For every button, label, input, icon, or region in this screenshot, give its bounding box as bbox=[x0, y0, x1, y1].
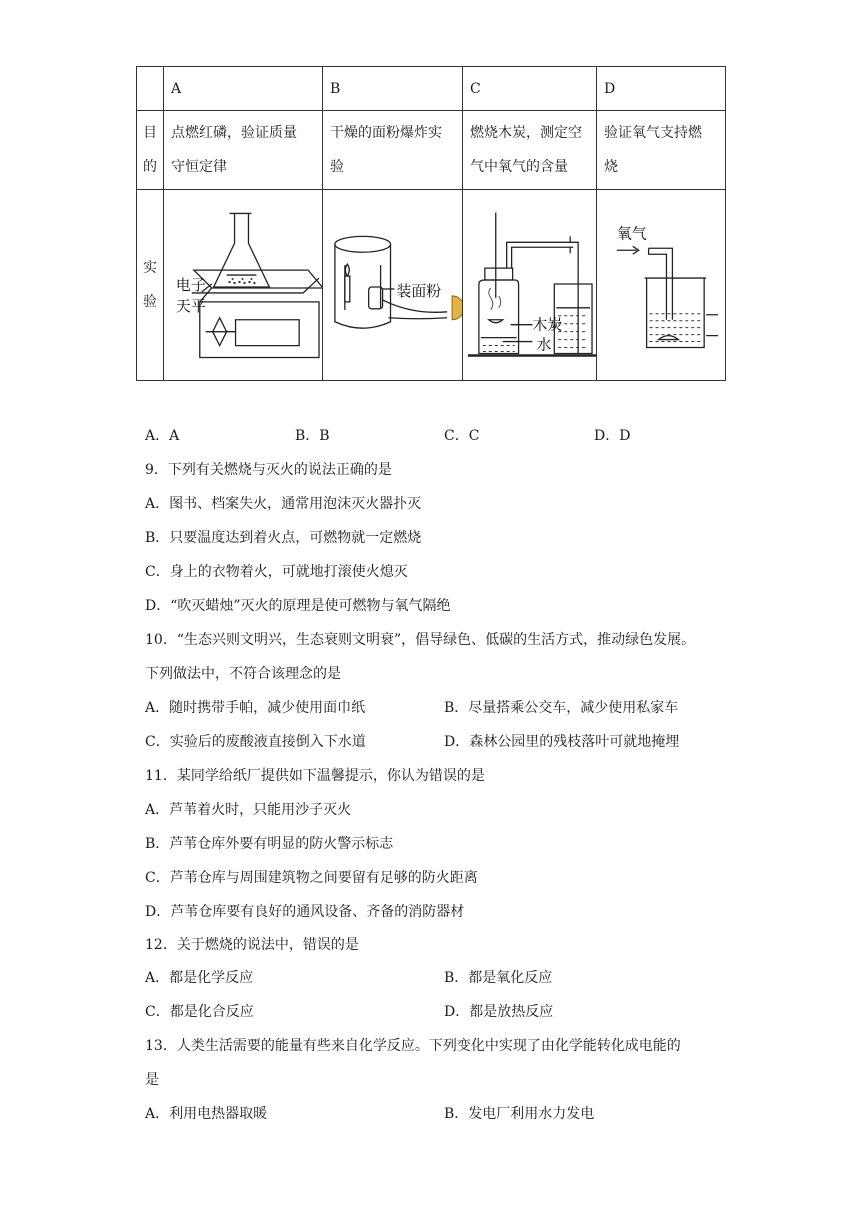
balance-flask-figure bbox=[164, 190, 322, 380]
figure-c-water-label: 水 bbox=[536, 335, 552, 354]
q10-stem-line1: 10．“生态兴则文明兴，生态衰则文明衰”，倡导绿色、低碳的生活方式，推动绿色发展。 bbox=[145, 632, 696, 648]
experiment-cell-c bbox=[463, 190, 597, 381]
q12-option-b: B．都是氧化反应 bbox=[444, 970, 553, 986]
q12-option-a: A．都是化学反应 bbox=[145, 970, 254, 986]
q10-stem-line2: 下列做法中，不符合该理念的是 bbox=[145, 666, 341, 682]
experiment-row-label: 实 验 bbox=[137, 190, 164, 381]
q13-stem-line1: 13．人类生活需要的能量有些来自化学反应。下列变化中实现了由化学能转化成电能的 bbox=[145, 1038, 681, 1054]
figure-a-label-line2: 天平 bbox=[175, 296, 206, 315]
q9-option-d: D．“吹灭蜡烛”灭火的原理是使可燃物与氧气隔绝 bbox=[145, 598, 451, 614]
q8-option-c: C．C bbox=[444, 428, 480, 444]
purpose-cell-b: 干燥的面粉爆炸实 验 bbox=[323, 111, 463, 190]
experiment-cell-a bbox=[164, 190, 323, 381]
q11-option-a: A．芦苇着火时，只能用沙子灭火 bbox=[145, 802, 352, 818]
flour-explosion-figure bbox=[323, 190, 462, 380]
header-cell-c: C bbox=[463, 67, 597, 111]
q12-option-d: D．都是放热反应 bbox=[444, 1004, 554, 1020]
figure-c-charcoal-label: 木炭 bbox=[532, 315, 563, 334]
figure-b-label: 装面粉 bbox=[396, 281, 442, 300]
q13-stem-line2: 是 bbox=[145, 1072, 159, 1088]
charcoal-oxygen-figure bbox=[463, 190, 596, 380]
purpose-row-label: 目 的 bbox=[137, 111, 164, 190]
q11-option-c: C．芦苇仓库与周围建筑物之间要留有足够的防火距离 bbox=[145, 870, 478, 886]
q13-option-a: A．利用电热器取暖 bbox=[145, 1106, 268, 1122]
header-cell-b: B bbox=[323, 67, 463, 111]
experiment-row bbox=[137, 190, 726, 381]
q10-option-b: B．尽量搭乘公交车，减少使用私家车 bbox=[444, 700, 679, 716]
table-header-row bbox=[137, 67, 726, 111]
figure-d-oxygen-label: 氧气 bbox=[616, 224, 647, 243]
q9-stem: 9．下列有关燃烧与灭火的说法正确的是 bbox=[145, 462, 392, 478]
header-cell-d: D bbox=[597, 67, 726, 111]
q11-option-b: B．芦苇仓库外要有明显的防火警示标志 bbox=[145, 836, 394, 852]
q13-option-b: B．发电厂利用水力发电 bbox=[444, 1106, 595, 1122]
q10-option-d: D．森林公园里的残枝落叶可就地掩埋 bbox=[444, 734, 680, 750]
q9-option-c: C．身上的衣物着火，可就地打滚使火熄灭 bbox=[145, 564, 408, 580]
header-cell-a: A bbox=[164, 67, 323, 111]
figure-a-label-line1: 电子 bbox=[175, 275, 206, 294]
experiment-cell-d bbox=[597, 190, 726, 381]
q8-option-d: D．D bbox=[594, 428, 631, 444]
q9-option-a: A．图书、档案失火，通常用泡沫灭火器扑灭 bbox=[145, 496, 422, 512]
purpose-cell-a: 点燃红磷，验证质量 守恒定律 bbox=[164, 111, 323, 190]
q10-option-c: C．实验后的废酸液直接倒入下水道 bbox=[145, 734, 366, 750]
purpose-cell-c: 燃烧木炭，测定空 气中氧气的含量 bbox=[463, 111, 597, 190]
purpose-row bbox=[137, 111, 726, 190]
q9-option-b: B．只要温度达到着火点，可燃物就一定燃烧 bbox=[145, 530, 422, 546]
purpose-cell-d: 验证氧气支持燃 烧 bbox=[597, 111, 726, 190]
q8-option-b: B．B bbox=[295, 428, 330, 444]
oxygen-combustion-figure bbox=[597, 190, 725, 380]
q11-option-d: D．芦苇仓库要有良好的通风设备、齐备的消防器材 bbox=[145, 904, 465, 920]
q10-option-a: A．随时携带手帕，减少使用面巾纸 bbox=[145, 700, 366, 716]
experiment-cell-b bbox=[323, 190, 463, 381]
experiment-table bbox=[136, 66, 726, 381]
q11-stem: 11．某同学给纸厂提供如下温馨提示，你认为错误的是 bbox=[145, 768, 485, 784]
q12-option-c: C．都是化合反应 bbox=[145, 1004, 254, 1020]
header-cell-empty bbox=[137, 67, 164, 111]
q12-stem: 12．关于燃烧的说法中，错误的是 bbox=[145, 937, 359, 953]
q8-option-a: A．A bbox=[145, 428, 180, 444]
